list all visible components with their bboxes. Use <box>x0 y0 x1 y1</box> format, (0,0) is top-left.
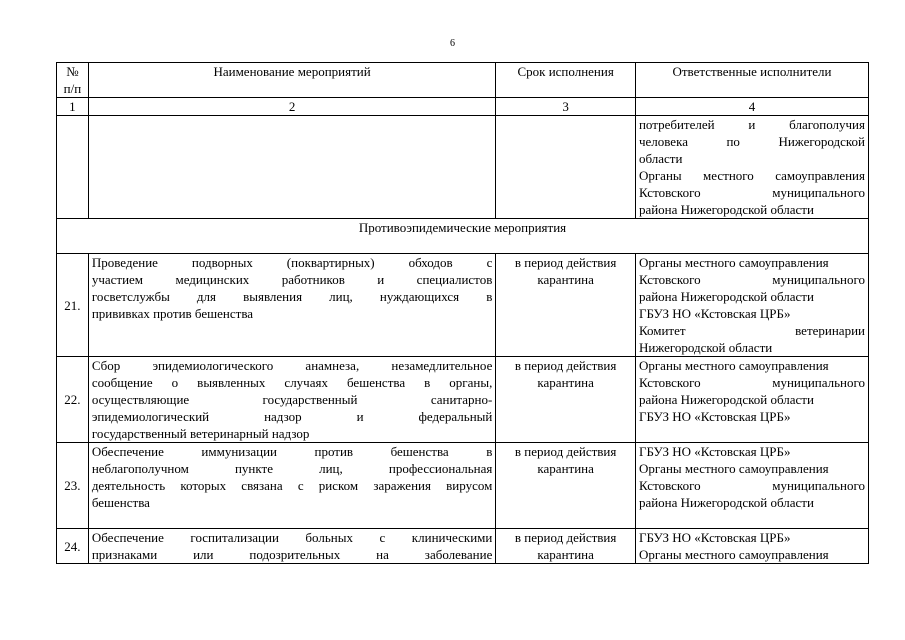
resp-line: района Нижегородской области <box>638 202 814 217</box>
table-row <box>57 254 869 357</box>
resp-line: ГБУЗ НО «Кстовская ЦРБ» <box>638 409 791 424</box>
term-line: в период действия <box>514 530 617 545</box>
row-resp-cell <box>635 357 868 443</box>
colnum-4: 4 <box>635 98 868 116</box>
row-term-cell <box>496 443 636 529</box>
name-line: государственный ветеринарный надзор <box>91 426 310 441</box>
name-line: Обеспечение госпитализации больных с клиническими <box>91 530 493 545</box>
header-resp: Ответственные исполнители <box>635 63 868 98</box>
resp-line: Органы местного самоуправления <box>638 255 829 270</box>
resp-line: ГБУЗ НО «Кстовская ЦРБ» <box>638 306 791 321</box>
name-line: неблагополучном пункте лиц, профессиональная <box>91 461 493 476</box>
table-row <box>57 357 869 443</box>
column-number-row <box>57 98 869 116</box>
row-resp-cell <box>635 529 868 564</box>
resp-line: Органы местного самоуправления <box>638 168 865 183</box>
resp-line: человека по Нижегородской <box>638 134 865 149</box>
row-name-cell <box>88 443 496 529</box>
table-header-row <box>57 63 869 98</box>
resp-line: Органы местного самоуправления <box>638 358 829 373</box>
cont-resp-cell <box>635 116 868 219</box>
colnum-3: 3 <box>496 98 636 116</box>
resp-line: потребителей и благополучия <box>638 117 865 132</box>
row-name-cell <box>88 254 496 357</box>
resp-line: Кстовского муниципального <box>638 185 865 200</box>
header-num <box>57 63 89 98</box>
section-title: Противоэпидемические мероприятия <box>57 219 869 254</box>
header-term: Срок исполнения <box>496 63 636 98</box>
resp-line: Кстовского муниципального <box>638 272 865 287</box>
row-name-cell <box>88 357 496 443</box>
row-resp-cell <box>635 443 868 529</box>
row-term-cell <box>496 254 636 357</box>
term-line: карантина <box>537 375 594 390</box>
resp-line: Кстовского муниципального <box>638 375 865 390</box>
name-line: Обеспечение иммунизации против бешенства в <box>91 444 493 459</box>
resp-line: Органы местного самоуправления <box>638 547 829 562</box>
resp-line: Органы местного самоуправления <box>638 461 829 476</box>
header-num-line1: № <box>66 64 79 79</box>
row-term-cell <box>496 529 636 564</box>
table-row <box>57 443 869 529</box>
header-num-line2: п/п <box>63 81 82 96</box>
section-row <box>57 219 869 254</box>
colnum-1: 1 <box>57 98 89 116</box>
row-name-cell <box>88 529 496 564</box>
term-line: карантина <box>537 547 594 562</box>
resp-line: района Нижегородской области <box>638 289 814 304</box>
resp-line: Кстовского муниципального <box>638 478 865 493</box>
term-line: карантина <box>537 461 594 476</box>
table-row <box>57 529 869 564</box>
name-line: участием медицинских работников и специалистов <box>91 272 493 287</box>
row-number: 24. <box>57 529 89 564</box>
resp-line: района Нижегородской области <box>638 392 814 407</box>
cont-name-cell <box>88 116 496 219</box>
resp-line: области <box>638 151 683 166</box>
row-term-cell <box>496 357 636 443</box>
resp-line: ГБУЗ НО «Кстовская ЦРБ» <box>638 530 791 545</box>
page-number: 6 <box>450 38 455 49</box>
table-row-continuation <box>57 116 869 219</box>
resp-line: ГБУЗ НО «Кстовская ЦРБ» <box>638 444 791 459</box>
resp-line: Нижегородской области <box>638 340 773 355</box>
name-line: эпидемиологический надзор и федеральный <box>91 409 493 424</box>
row-number: 23. <box>57 443 89 529</box>
term-line: в период действия <box>514 358 617 373</box>
name-line: признаками или подозрительных на заболевание <box>91 547 493 562</box>
name-line: прививках против бешенства <box>91 306 254 321</box>
row-resp-cell <box>635 254 868 357</box>
colnum-2: 2 <box>88 98 496 116</box>
header-name: Наименование мероприятий <box>88 63 496 98</box>
resp-line: Комитет ветеринарии <box>638 323 865 338</box>
name-line: бешенства <box>91 495 150 510</box>
cont-term-cell <box>496 116 636 219</box>
row-number: 22. <box>57 357 89 443</box>
name-line: Сбор эпидемиологического анамнеза, незамедлительное <box>91 358 493 373</box>
name-line: осуществляющие государственный санитарно- <box>91 392 493 407</box>
term-line: карантина <box>537 272 594 287</box>
resp-line: района Нижегородской области <box>638 495 814 510</box>
row-number: 21. <box>57 254 89 357</box>
measures-table <box>56 62 869 564</box>
name-line: Проведение подворных (поквартирных) обходов с <box>91 255 493 270</box>
name-line: госветслужбы для выявления лиц, нуждающихся в <box>91 289 493 304</box>
name-line: сообщение о выявленных случаях бешенства в органы, <box>91 375 493 390</box>
cont-num-cell <box>57 116 89 219</box>
term-line: в период действия <box>514 255 617 270</box>
term-line: в период действия <box>514 444 617 459</box>
name-line: деятельность которых связана с риском заражения вирусом <box>91 478 493 493</box>
